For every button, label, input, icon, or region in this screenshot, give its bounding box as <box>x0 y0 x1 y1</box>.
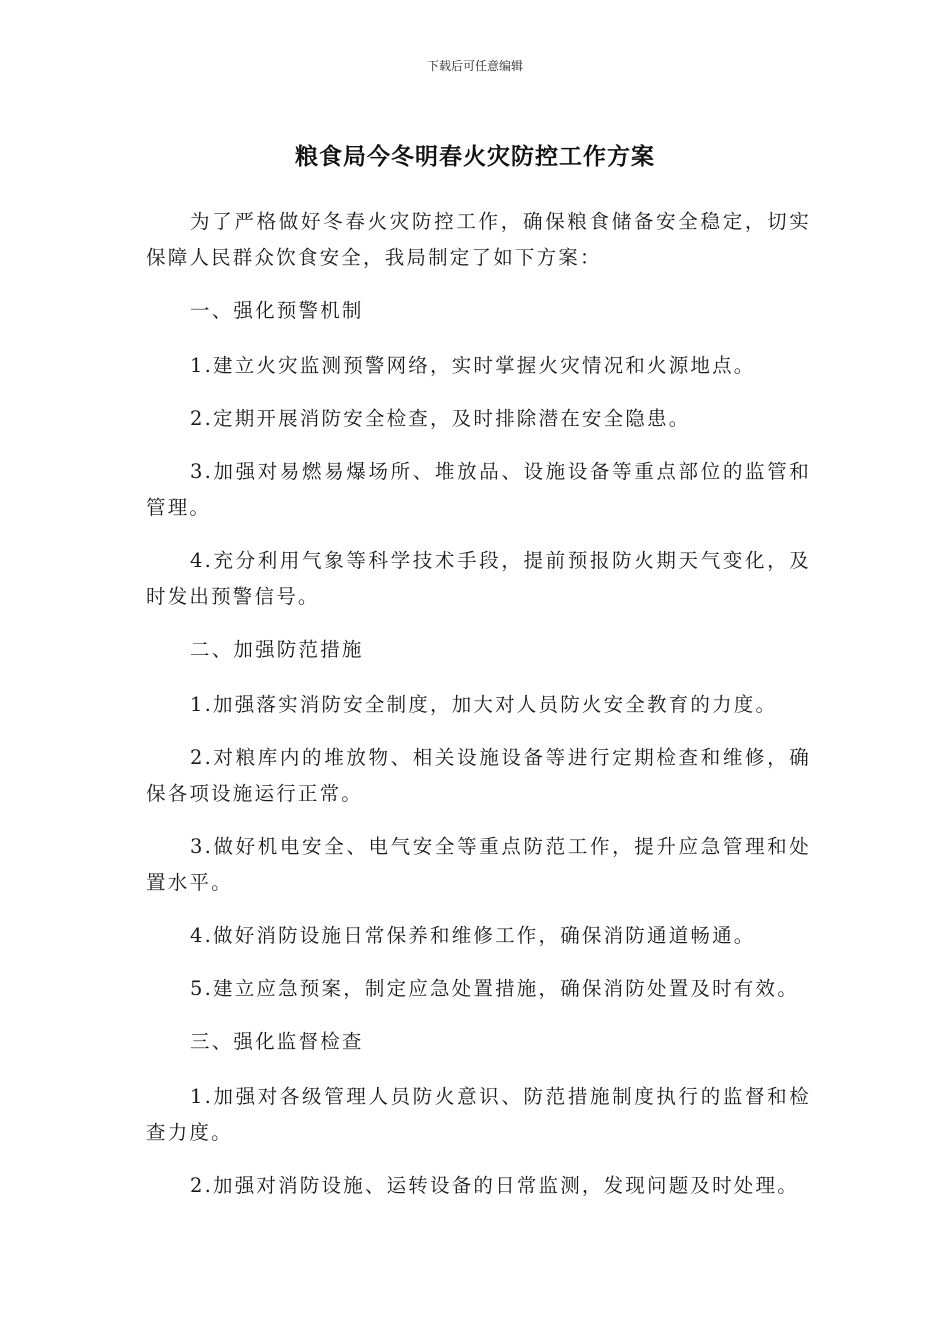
section-heading-2: 二、加强防范措施 <box>190 638 364 661</box>
document-title: 粮食局今冬明春火灾防控工作方案 <box>295 144 655 170</box>
section-2-item-2: 2.对粮库内的堆放物、相关设施设备等进行定期检查和维修，确保各项设施运行正常。 <box>146 746 811 805</box>
intro-paragraph: 为了严格做好冬春火灾防控工作，确保粮食储备安全稳定，切实保障人民群众饮食安全，我局制定了如下方案： <box>146 210 811 269</box>
section-2-item-3: 3.做好机电安全、电气安全等重点防范工作，提升应急管理和处置水平。 <box>146 835 811 894</box>
section-3-item-2: 2.加强对消防设施、运转设备的日常监测，发现问题及时处理。 <box>190 1174 799 1197</box>
document-body <box>146 204 811 1204</box>
section-3-item-1: 1.加强对各级管理人员防火意识、防范措施制度执行的监督和检查力度。 <box>146 1085 811 1144</box>
section-1-item-4: 4.充分利用气象等科学技术手段，提前预报防火期天气变化，及时发出预警信号。 <box>146 549 811 608</box>
section-2-item-5: 5.建立应急预案，制定应急处置措施，确保消防处置及时有效。 <box>190 977 799 1000</box>
section-1-item-2: 2.定期开展消防安全检查，及时排除潜在安全隐患。 <box>190 407 691 430</box>
section-heading-3: 三、强化监督检查 <box>190 1030 364 1053</box>
section-2-item-4: 4.做好消防设施日常保养和维修工作，确保消防通道畅通。 <box>190 924 756 947</box>
section-2-item-1: 1.加强落实消防安全制度，加大对人员防火安全教育的力度。 <box>190 693 778 716</box>
header-note: 下载后可任意编辑 <box>426 59 523 73</box>
section-heading-1: 一、强化预警机制 <box>190 299 364 322</box>
section-1-item-3: 3.加强对易燃易爆场所、堆放品、设施设备等重点部位的监管和管理。 <box>146 460 811 519</box>
section-1-item-1: 1.建立火灾监测预警网络，实时掌握火灾情况和火源地点。 <box>190 354 756 377</box>
